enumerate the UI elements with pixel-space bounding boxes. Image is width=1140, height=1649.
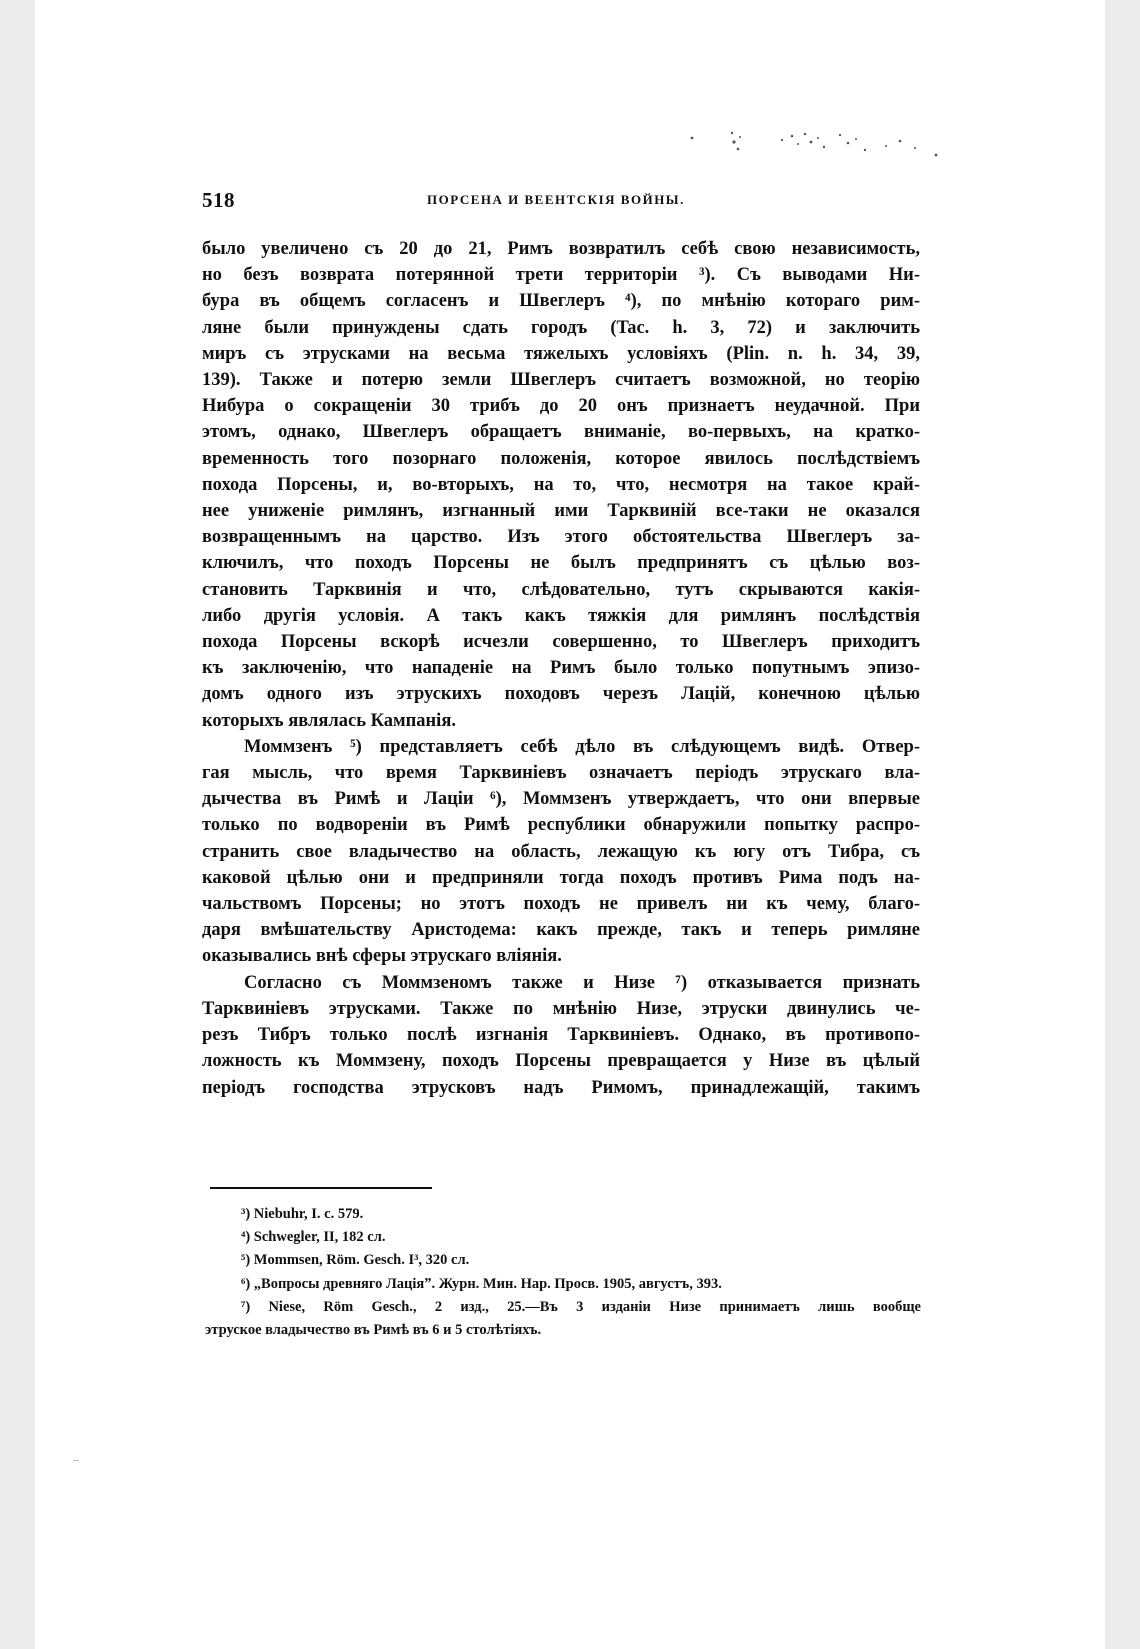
text-line: каковой цѣлью они и предприняли тогда походъ противъ Рима подъ на- bbox=[202, 867, 920, 888]
footnote-6: ⁶) „Вопросы древняго Лаціяˮ. Журн. Мин. Нар. Просв. 1905, августъ, 393. bbox=[241, 1275, 722, 1292]
text-line: періодъ господства этрусковъ надъ Римомъ, принадлежащій, такимъ bbox=[202, 1077, 920, 1098]
paragraph-2 bbox=[202, 734, 920, 970]
footnote-rule bbox=[210, 1187, 432, 1189]
text-line: домъ одного изъ этрускихъ походовъ черезъ Лацій, конечною цѣлью bbox=[202, 684, 920, 705]
text-line: нее униженіе римлянъ, изгнанный ими Тарквиній все-таки не оказался bbox=[202, 501, 920, 522]
text-line: только по водвореніи въ Римѣ республики обнаружили попытку распро- bbox=[202, 815, 920, 836]
text-line: Согласно съ Моммзеномъ также и Низе ⁷) отказывается признать bbox=[244, 972, 920, 993]
text-line: было увеличено съ 20 до 21, Римъ возвратилъ себѣ свою независимость, bbox=[202, 239, 920, 259]
footnote-3: ³) Niebuhr, I. с. 579. bbox=[241, 1206, 364, 1222]
main-text bbox=[202, 236, 920, 1101]
text-line: возвращеннымъ на царство. Изъ этого обстоятельства Швеглеръ за- bbox=[202, 527, 920, 548]
footnotes bbox=[205, 1203, 921, 1342]
text-line: къ заключенію, что нападеніе на Римъ было только попутнымъ эпизо- bbox=[202, 658, 920, 679]
text-line: миръ съ этрусками на весьма тяжелыхъ условіяхъ (Plin. n. h. 34, 39, bbox=[202, 343, 920, 364]
text-line: становить Тарквинія и что, слѣдовательно, тутъ скрываются какія- bbox=[202, 579, 920, 600]
text-line: ключилъ, что походъ Порсены не былъ предпринятъ съ цѣлью воз- bbox=[202, 553, 920, 574]
text-line: но безъ возврата потерянной трети территоріи ³). Съ выводами Ни- bbox=[202, 265, 920, 286]
text-line: дычества въ Римѣ и Лаціи ⁶), Моммзенъ утверждаетъ, что они впервые bbox=[202, 789, 920, 810]
text-line: бура въ общемъ согласенъ и Швеглеръ ⁴), по мнѣнію котораго рим- bbox=[202, 291, 920, 312]
text-line: даря вмѣшательству Аристодема: какъ прежде, такъ и теперь римляне bbox=[202, 920, 920, 941]
footnote-5: ⁵) Mommsen, Röm. Gesch. I³, 320 сл. bbox=[241, 1252, 470, 1269]
scan-specks bbox=[690, 128, 950, 164]
text-line: странить свое владычество на область, лежащую къ югу отъ Тибра, съ bbox=[202, 841, 920, 862]
paragraph-3 bbox=[202, 970, 920, 1101]
running-title: ПОРСЕНА И ВЕЕНТСКІЯ ВОЙНЫ. bbox=[427, 192, 685, 207]
text-line: оказывались внѣ сферы этрускаго вліянія. bbox=[202, 946, 562, 967]
text-line: этомъ, однако, Швеглеръ обращаетъ вниманіе, во-первыхъ, на кратко- bbox=[202, 422, 920, 443]
text-line: гая мысль, что время Тарквиніевъ означаетъ періодъ этрускаго вла- bbox=[202, 763, 920, 784]
footnote-7-continuation: этруское владычество въ Римѣ въ 6 и 5 столѣтіяхъ. bbox=[205, 1322, 542, 1339]
text-line: либо другія условія. А такъ какъ тяжкія для римлянъ послѣдствія bbox=[202, 605, 920, 626]
text-line: которыхъ являлась Кампанія. bbox=[202, 710, 456, 731]
text-line: резъ Тибръ только послѣ изгнанія Тарквиніевъ. Однако, въ противопо- bbox=[202, 1025, 920, 1046]
text-line: Тарквиніевъ этрусками. Также по мнѣнію Низе, этруски двинулись че- bbox=[202, 998, 920, 1019]
text-line: похода Порсены, и, во-вторыхъ, на то, что, несмотря на такое край- bbox=[202, 474, 920, 495]
text-line: ложность къ Моммзену, походъ Порсены превращается у Низе въ цѣлый bbox=[202, 1051, 920, 1072]
text-line: Нибура о сокращеніи 30 трибъ до 20 онъ признаетъ неудачной. При bbox=[202, 396, 920, 417]
page-header bbox=[202, 188, 932, 218]
footnote-4: ⁴) Schwegler, II, 182 сл. bbox=[241, 1229, 386, 1246]
paragraph-1 bbox=[202, 236, 920, 734]
text-line: 139). Также и потерю земли Швеглеръ считаетъ возможной, но теорію bbox=[202, 370, 920, 391]
text-line: похода Порсены вскорѣ исчезли совершенно, то Швеглеръ приходитъ bbox=[202, 632, 920, 653]
scan-edge-mark bbox=[73, 1460, 79, 1461]
footnote-7: ⁷) Niese, Röm Gesch., 2 изд., 25.—Въ 3 изданіи Низе принимаетъ лишь вообще bbox=[241, 1298, 921, 1315]
page-number: 518 bbox=[202, 188, 235, 212]
text-line: Моммзенъ ⁵) представляетъ себѣ дѣло въ слѣдующемъ видѣ. Отвер- bbox=[244, 736, 920, 757]
text-line: ляне были принуждены сдать городъ (Tac. h. 3, 72) и заключить bbox=[202, 317, 920, 338]
text-line: временность того позорнаго положенія, которое явилось послѣдствіемъ bbox=[202, 448, 920, 469]
text-line: чальствомъ Порсены; но этотъ походъ не привелъ ни къ чему, благо- bbox=[202, 894, 920, 915]
